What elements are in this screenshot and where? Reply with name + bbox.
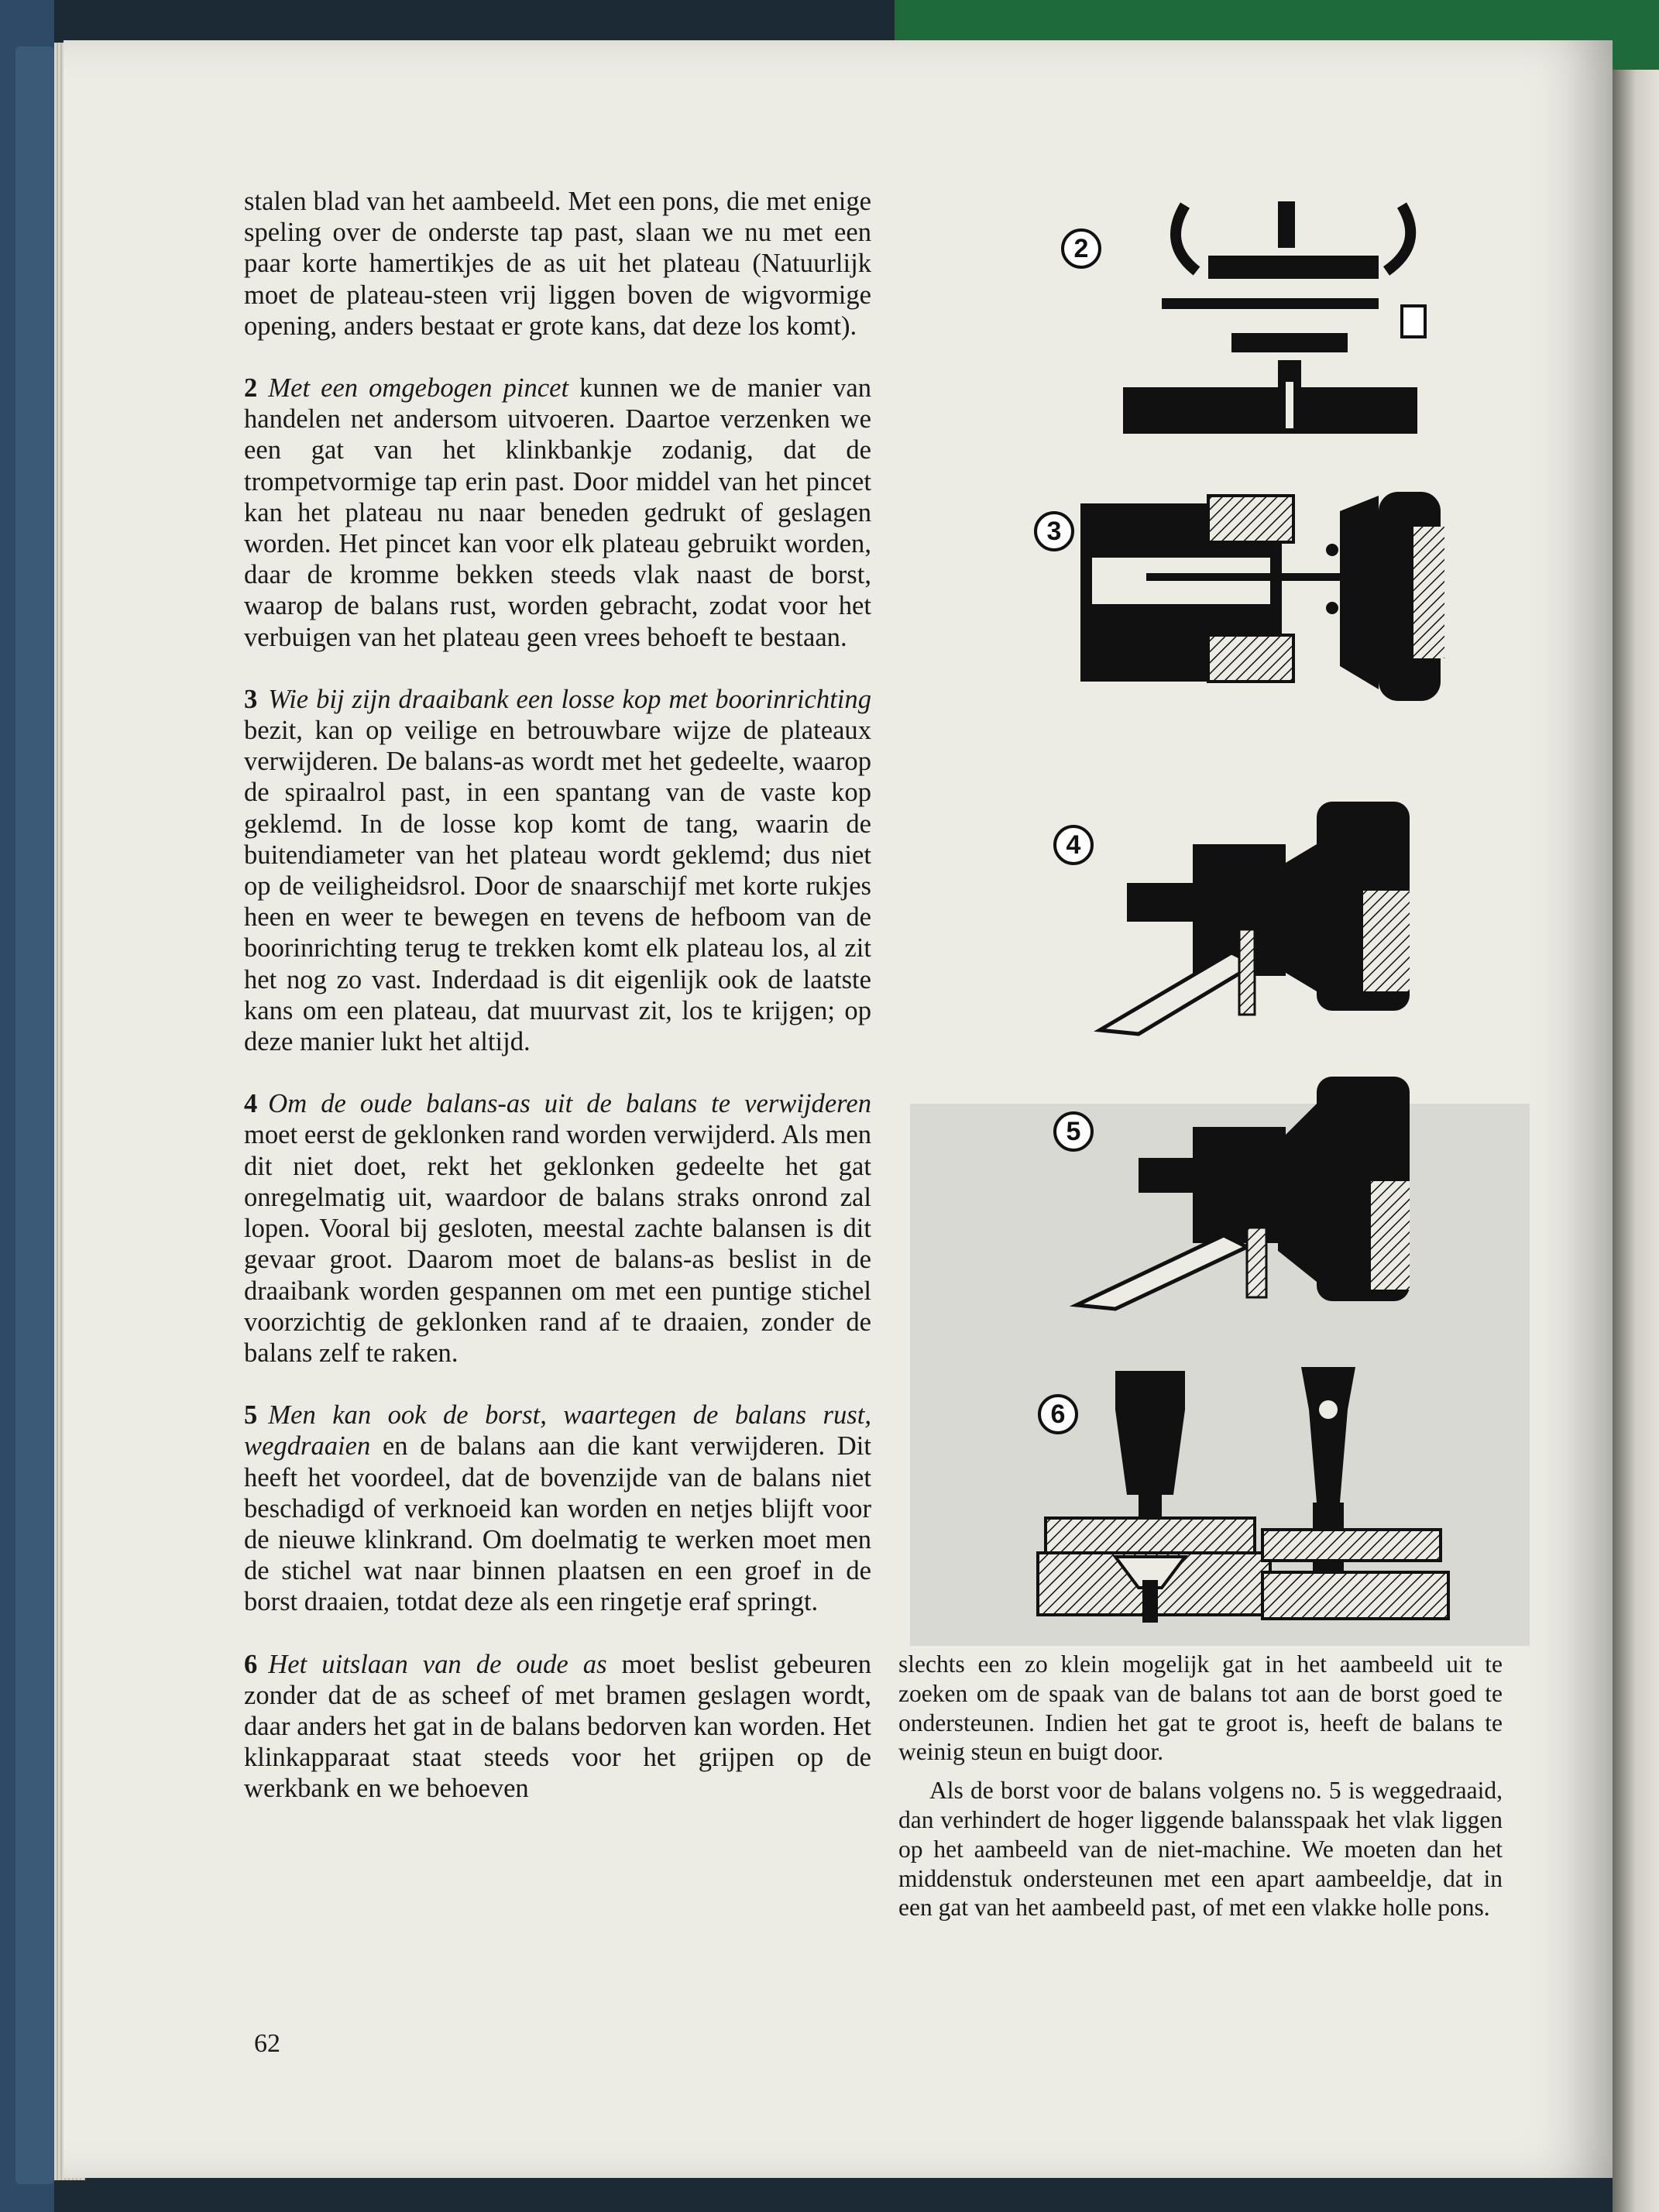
graver-turning-shoulder-illustration — [1053, 1073, 1441, 1313]
section-lead: Wie bij zijn draaibank een losse kop met boorinrichting — [268, 684, 871, 714]
section-body: en de balans aan die kant verwijderen. Dit heeft het voordeel, dat de bovenzijde van de balans niet beschadigd of verknoeid kan worden en netjes blijft voor de nieuwe klinkrand. Om doelmatig te werken moet men de stichel wat naar binnen plaatsen en een groef in de borst draaien, totdat deze als een ringetje eraf springt. — [244, 1431, 871, 1617]
lathe-tailstock-collet-illustration — [1030, 480, 1464, 705]
right-paragraph: slechts een zo klein mogelijk gat in het aambeeld uit te zoeken om de spaak van de balans tot aan de borst goed te ondersteunen. Indien het gat te groot is, heeft de balans te weinig steun en buigt door. — [898, 1650, 1503, 1766]
figure-3 — [1030, 480, 1464, 705]
section-number: 4 — [244, 1089, 258, 1119]
figure-6 — [1030, 1363, 1472, 1626]
section-lead: Om de oude balans-as uit de balans te verwijderen — [268, 1089, 871, 1119]
staking-punch-illustration — [1030, 1363, 1472, 1626]
section-lead: Men kan ook de borst, waartegen de balans rust, wegdraaien — [244, 1400, 871, 1462]
left-text-column — [244, 186, 871, 1836]
graver-turning-riveted-edge-illustration — [1053, 798, 1441, 1038]
figure-label: 2 — [1061, 228, 1101, 269]
figure-label: 5 — [1053, 1111, 1094, 1152]
section-paragraph — [244, 1400, 871, 1617]
section-paragraph — [244, 1088, 871, 1369]
section-paragraph — [244, 1649, 871, 1805]
right-paragraph: Als de borst voor de balans volgens no. 5 is weggedraaid, dan verhindert de hoger liggende balansspaak het vlak liggen op het aambeeld van de niet-machine. We moeten dan het middenstuk ondersteunen met een apart aambeeldje, dat in een gat van het aambeeld past, of met een vlakke holle pons. — [898, 1777, 1503, 1922]
figure-4 — [1053, 798, 1441, 1038]
figure-label: 3 — [1034, 511, 1074, 551]
right-text-column — [898, 1650, 1503, 1932]
page-number: 62 — [254, 2029, 280, 2058]
section-body: bezit, kan op veilige en betrouwbare wijze de plateaux verwijderen. De balans-as wordt met het gedeelte, waarop de spiraalrol past, in een spantang van de vaste kop geklemd. In de losse kop komt de tang, waarin de buitendiameter van het plateau wordt geklemd; dus niet op de veiligheidsrol. Door de snaarschijf met korte rukjes heen en weer te bewegen en tevens de hefboom van de boorinrichting terug te trekken komt elk plateau los, al zit het nog zo vast. Inderdaad is dit eigenlijk ook de laatste kans om een plateau, dat muurvast zit, los te krijgen; op deze manier lukt het altijd. — [244, 716, 871, 1057]
section-number: 5 — [244, 1400, 258, 1431]
pincet-on-anvil-illustration — [1061, 198, 1433, 438]
figure-label: 4 — [1053, 825, 1094, 865]
figure-5 — [1053, 1073, 1441, 1313]
section-lead: Met een omgebogen pincet — [268, 373, 569, 404]
intro-paragraph: stalen blad van het aambeeld. Met een pons, die met enige speling over de onderste tap past, slaan we nu met een paar korte hamertikjes de as uit het plateau (Natuurlijk moet de plateau-steen vrij liggen boven de wigvormige opening, anders bestaat er grote kans, dat deze los komt). — [244, 187, 871, 341]
section-number: 3 — [244, 684, 258, 714]
section-body: moet eerst de geklonken rand worden verwijderd. Als men dit niet doet, rekt het geklonken gedeelte het gat onregelmatig uit, waardoor de balans straks onrond zal lopen. Vooral bij gesloten, meestal zachte balansen is dit gevaar groot. Daarom moet de balans-as beslist in de draaibank worden gespannen om met een puntige stichel voorzichtig de geklonken rand af te draaien, zonder de balans zelf te raken. — [244, 1120, 871, 1368]
section-lead: Het uitslaan van de oude as — [268, 1649, 607, 1679]
section-body: kunnen we de manier van handelen net andersom uitvoeren. Daartoe verzenken we een gat van het klinkbankje zodanig, dat de trompetvormige tap erin past. Door middel van het pincet kan het plateau nu naar beneden gedrukt of geslagen worden. Het pincet kan voor elk plateau gebruikt worden, daar de kromme bekken steeds vlak naast de borst, waarop de balans rust, worden gebracht, zodat voor het verbuigen van het plateau geen vrees behoeft te bestaan. — [244, 373, 871, 652]
figure-label: 6 — [1038, 1394, 1078, 1434]
section-paragraph — [244, 684, 871, 1057]
next-page-edge — [1613, 70, 1659, 2212]
section-paragraph — [244, 373, 871, 653]
section-number: 2 — [244, 373, 258, 404]
section-body: moet beslist gebeuren zonder dat de as scheef of met bramen geslagen wordt, daar anders het gat in de balans bedorven kan worden. Het klinkapparaat staat steeds voor het grijpen op de werkbank en we behoeven — [244, 1649, 871, 1804]
section-number: 6 — [244, 1649, 258, 1679]
book-spine-shadow — [15, 46, 54, 2184]
figure-2 — [1061, 198, 1433, 438]
